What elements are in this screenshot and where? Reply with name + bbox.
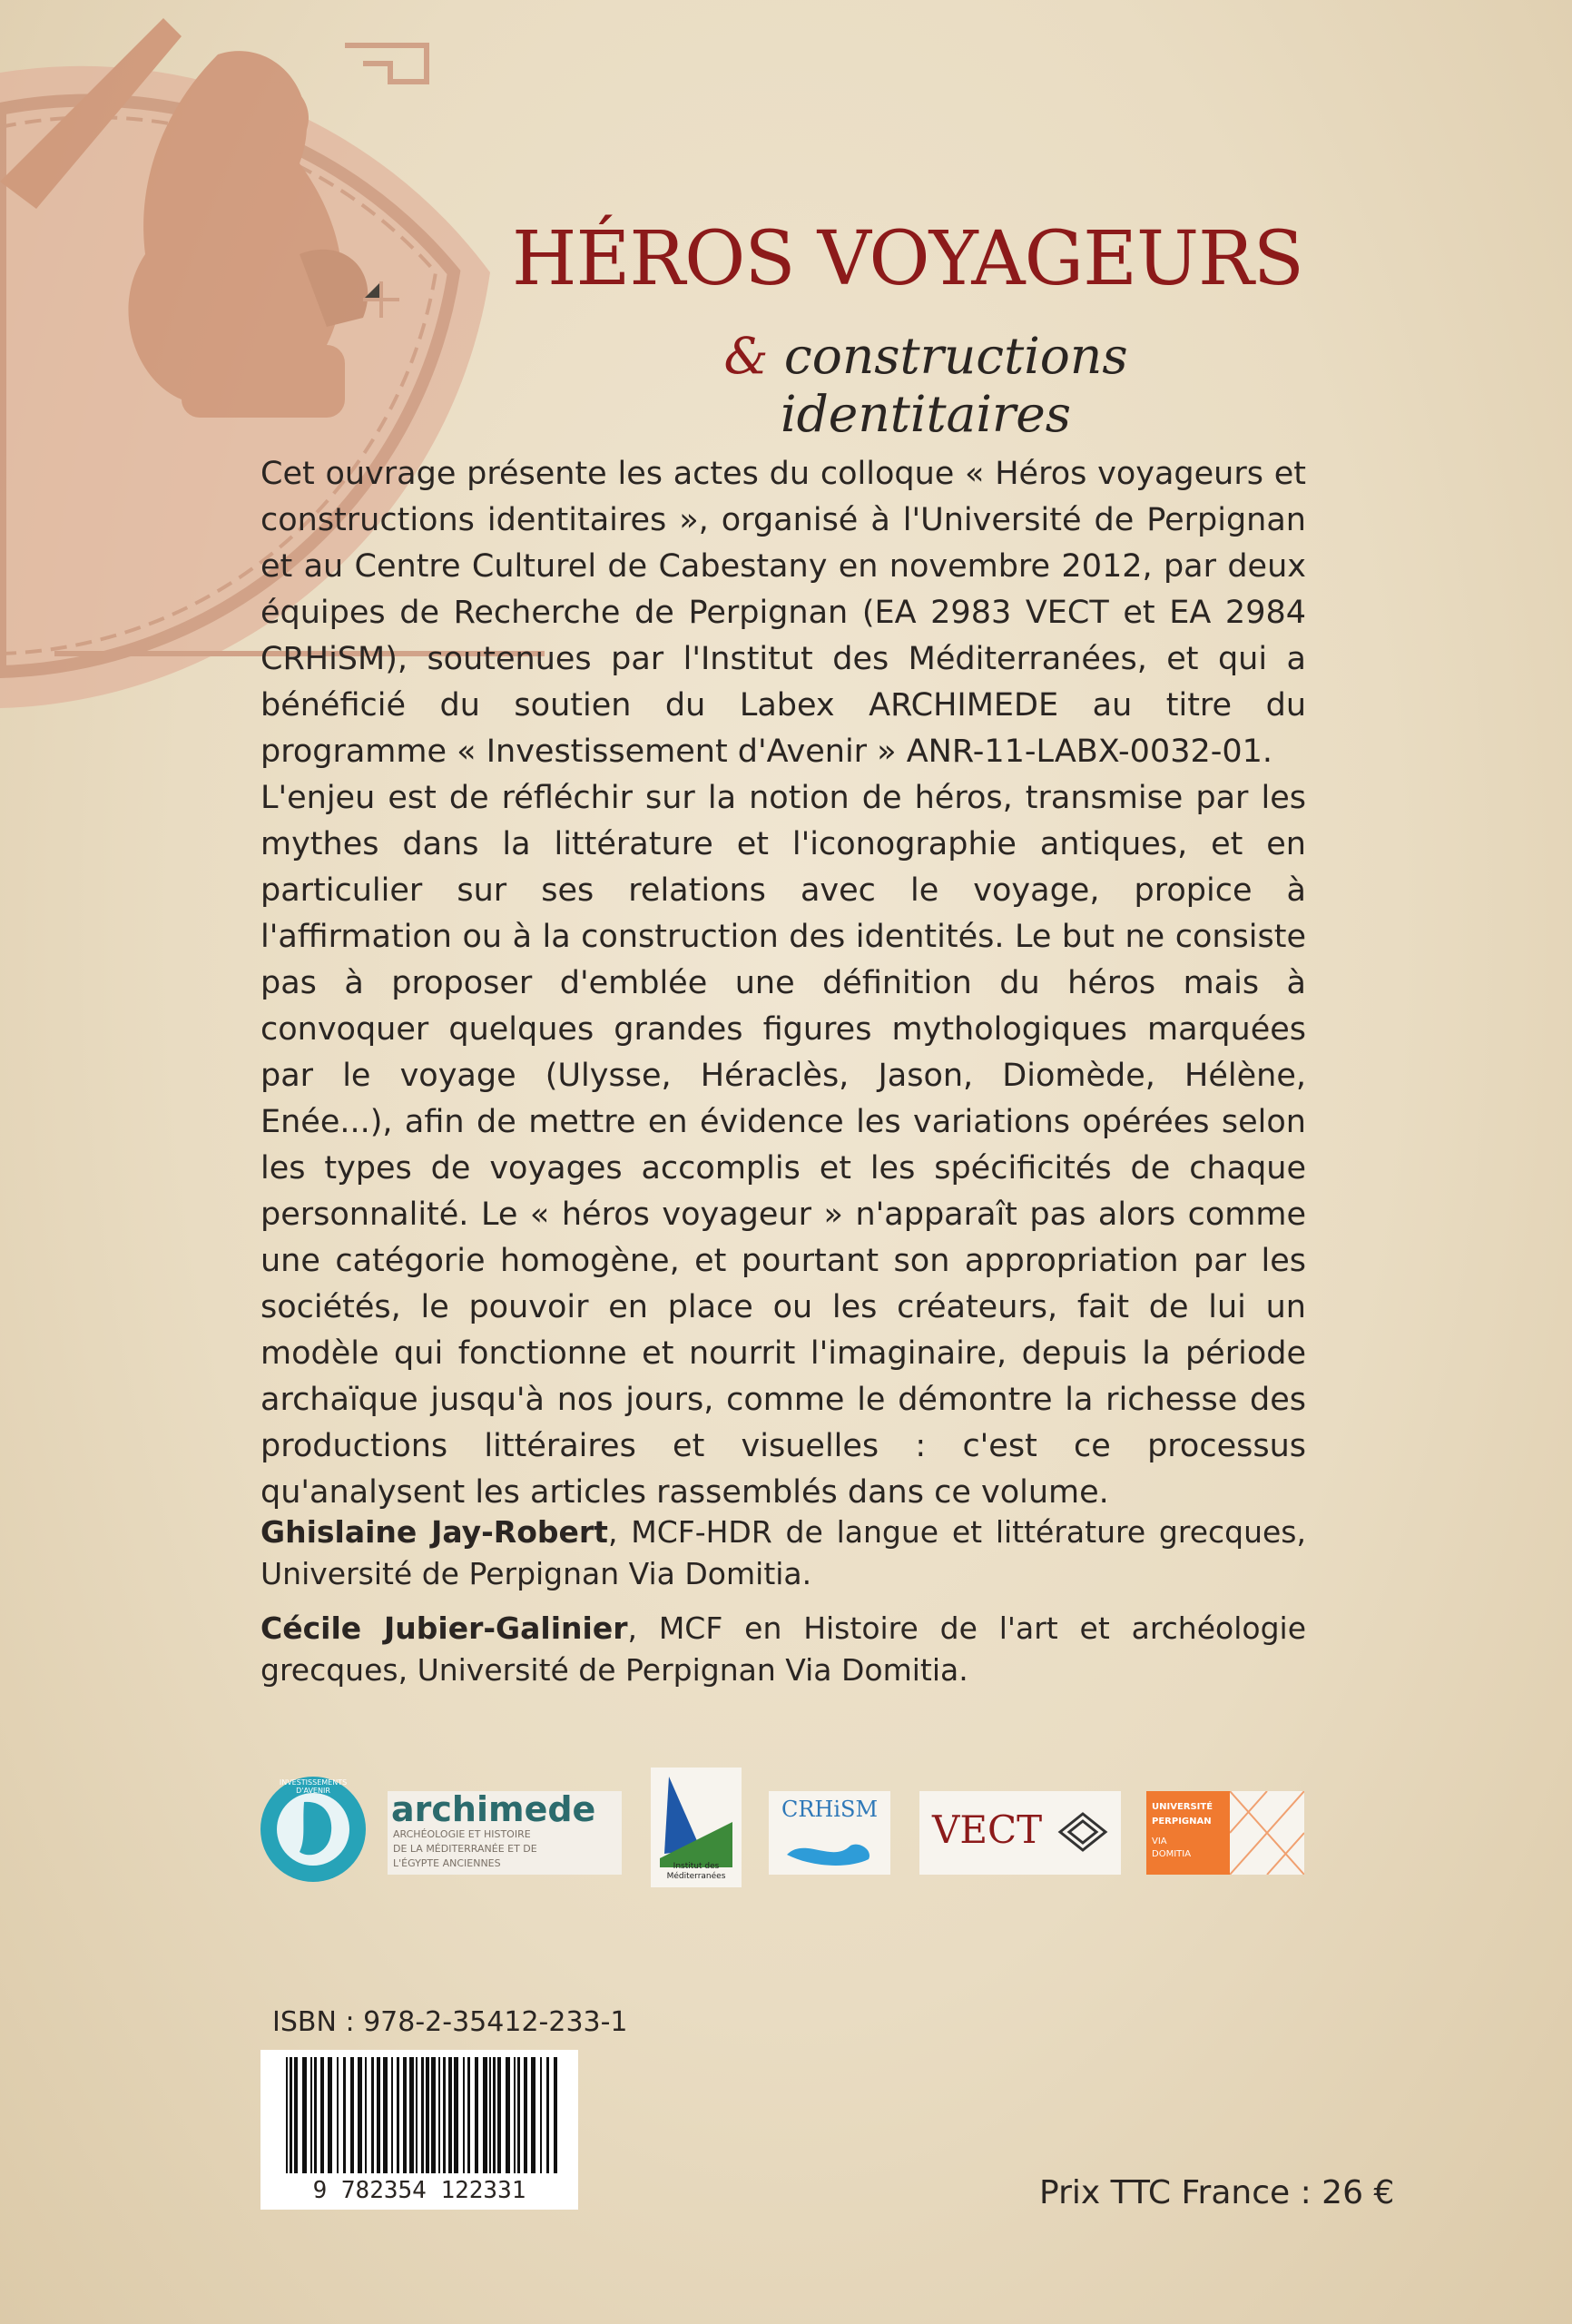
authors-block xyxy=(260,1512,1306,1704)
author-2 xyxy=(260,1608,1306,1691)
vect-logo xyxy=(919,1791,1121,1875)
body-paragraph-2: L'enjeu est de réfléchir sur la notion de héros, transmise par les mythes dans la littérature et l'iconographie antiques, et en particulier sur ses relations avec le voyage, propice à l'affirmation ou à la construction des identités. Le but ne consiste pas à proposer d'emblée une définition du héros mais à convoquer quelques grandes figures mythologiques marquées par le voyage (Ulysse, Héraclès, Jason, Diomède, Hélène, Enée...), afin de mettre en évidence les variations opérées selon les types de voyages accomplis et les spécificités de chaque personnalité. Le « héros voyageur » n'apparaît pas alors comme une catégorie homogène, et pourtant son appropriation par les sociétés, le pouvoir en place ou les créateurs, fait de lui un modèle qui fonctionne et nourrit l'imaginaire, depuis la période archaïque jusqu'à nos jours, comme le démontre la richesse des productions littéraires et visuelles : c'est ce processus qu'analysent les articles rassemblés dans ce volume. xyxy=(260,780,1306,1511)
upvd-line-2: PERPIGNAN xyxy=(1152,1817,1212,1827)
author-1 xyxy=(260,1512,1306,1595)
upvd-line-3: VIA xyxy=(1152,1837,1167,1846)
price-value: 26 € xyxy=(1321,2174,1395,2211)
archimede-sub-3: L'ÉGYPTE ANCIENNES xyxy=(393,1857,501,1869)
author-2-name: Cécile Jubier-Galinier xyxy=(260,1610,628,1646)
barcode xyxy=(260,2050,578,2210)
institut-mediterranees-logo xyxy=(651,1768,742,1887)
institut-text: Institut des Méditerranées xyxy=(666,1862,726,1881)
upvd-line-1: UNIVERSITÉ xyxy=(1152,1802,1213,1812)
book-title: HÉROS VOYAGEURS xyxy=(512,216,1303,302)
isbn: ISBN : 978-2-35412-233-1 xyxy=(272,2006,628,2038)
author-2-role: , MCF en Histoire de l'art et archéologie grecques, Université de Perpignan Via Domitia. xyxy=(260,1610,1306,1688)
investissements-avenir-logo xyxy=(259,1775,368,1884)
archimede-logo xyxy=(388,1791,622,1875)
barcode-number: 9 782354 122331 xyxy=(312,2177,526,2204)
body-paragraph-1: Cet ouvrage présente les actes du colloque « Héros voyageurs et constructions identitaires », organisé à l'Université de Perpignan et au Centre Culturel de Cabestany en novembre 2012, par deux équipes de Recherche de Perpignan (EA 2983 VECT et EA 2984 CRHiSM), soutenues par l'Institut des Méditerranées, et qui a bénéficié du soutien du Labex ARCHIMEDE au titre du programme « Investissement d'Avenir » ANR-11-LABX-0032-01. xyxy=(260,456,1306,770)
book-subtitle xyxy=(581,327,1271,443)
upvd-logo xyxy=(1146,1791,1304,1875)
price xyxy=(1039,2174,1394,2211)
archimede-wordmark: archimede xyxy=(391,1791,596,1829)
archimede-sub-1: ARCHÉOLOGIE ET HISTOIRE xyxy=(393,1828,531,1840)
crhism-logo xyxy=(769,1791,890,1875)
investissements-text: INVESTISSEMENTS D'AVENIR xyxy=(279,1778,348,1795)
author-1-name: Ghislaine Jay-Robert xyxy=(260,1514,608,1550)
upvd-line-4: DOMITIA xyxy=(1152,1849,1192,1859)
archimede-sub-2: DE LA MÉDITERRANÉE ET DE xyxy=(393,1843,537,1855)
price-label: Prix TTC France : xyxy=(1039,2174,1322,2211)
partner-logos xyxy=(259,1775,1302,1893)
subtitle-text: constructions identitaires xyxy=(780,327,1128,443)
author-1-role: , MCF-HDR de langue et littérature grecques, Université de Perpignan Via Domitia. xyxy=(260,1514,1306,1591)
vect-wordmark: VECT xyxy=(932,1807,1043,1852)
back-cover-text xyxy=(260,451,1306,1516)
crhism-wordmark: CRHiSM xyxy=(781,1797,879,1822)
subtitle-ampersand: & xyxy=(723,327,769,385)
